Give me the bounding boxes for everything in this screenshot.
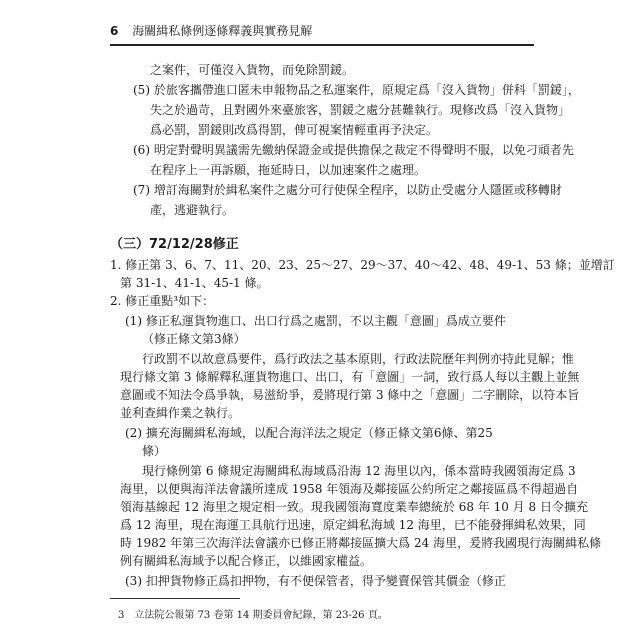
text-line: (7) 增訂海關對於緝私案件之處分可行使保全程序，以防止受處分人隱匿或移轉財 <box>133 183 562 197</box>
text-line: 1. 修正第 3、6、7、11、20、23、25〜27、29〜37、40〜42、48、49-1、53 條；並增訂 <box>110 258 615 272</box>
running-header <box>110 22 312 39</box>
text-line: 時 1982 年第三次海洋法會議亦已修正將鄰接區擴大爲 24 海里，爰將我國現行海關緝私條 <box>120 536 602 550</box>
text-line: 產，逃避執行。 <box>150 203 235 217</box>
text-line: 2. 修正重點³如下： <box>110 294 215 308</box>
text-line: 現行條例第 6 條規定海關緝私海域爲沿海 12 海里以內，係本當時我國領海定爲 3 <box>142 464 576 478</box>
text-line: 之案件，可僅沒入貨物，而免除罰鍰。 <box>150 63 355 77</box>
text-line: 現行條文第 3 條解釋私運貨物進口、出口，有「意圖」一詞，致行爲人每以主觀上並無 <box>120 370 580 384</box>
text-line: 爲 12 海里，現在海運工具航行迅速，原定緝私海域 12 海里，已不能發揮緝私效果，同 <box>120 518 586 532</box>
subheading-line: （修正條文第3條） <box>142 332 246 346</box>
text-line: 例有關緝私海域予以配合修正，以維國家權益。 <box>120 554 373 568</box>
text-line: 在程序上一再訴願，拖延時日，以加速案件之處理。 <box>150 163 427 177</box>
text-line: 並利查緝作業之執行。 <box>120 406 241 420</box>
section-heading: （三）72/12/28修正 <box>110 237 239 252</box>
text-line: 行政罰不以故意爲要件，爲行政法之基本原則，行政法院歷年判例亦持此見解；惟 <box>142 352 575 366</box>
subheading-line: (1) 修正私運貨物進口、出口行爲之處罰，不以主觀「意圖」爲成立要件 <box>125 314 506 328</box>
subheading-line: 條） <box>142 444 167 458</box>
footnote: 3 立法院公報第 73 卷第 14 期委員會紀錄，第 23-26 頁。 <box>118 610 388 621</box>
page-number: 6 <box>110 24 119 38</box>
text-line: 領海基線起 12 海里之規定相一致。現我國領海寬度業奉總統於 68 年 10 月 8 日令擴充 <box>120 500 588 514</box>
text-line: 第 31-1、41-1、45-1 條。 <box>120 276 269 290</box>
subheading-line: (3) 扣押貨物修正爲扣押物，有不便保管者，得予變賣保管其價金（修正 <box>125 574 506 588</box>
book-title: 海關緝私條例逐條釋義與實務見解 <box>132 24 313 38</box>
text-line: (6) 明定對聲明異議需先繳納保證金或提供擔保之裁定不得聲明不服，以免刁頑者先 <box>133 143 574 157</box>
subheading-line: (2) 擴充海關緝私海域，以配合海洋法之規定（修正條文第6條、第25 <box>125 426 493 440</box>
footnote-rule <box>110 598 240 599</box>
text-line: (5) 於旅客攜帶進口匿未申報物品之私運案件，原規定爲「沒入貨物」併科「罰鍰」， <box>133 83 580 97</box>
text-line: 海里，以便與海洋法會議所達成 1958 年領海及鄰接區公約所定之鄰接區爲不得超過自 <box>120 482 579 496</box>
text-line: 意圖或不知法令爲爭執，易滋紛爭，爰將現行第 3 條中之「意圖」二字刪除，以符本旨 <box>120 388 580 402</box>
text-line: 失之於過苛，且對國外來臺旅客，罰鍰之處分甚難執行。現修改爲「沒入貨物」 <box>150 103 571 117</box>
header-rule <box>110 44 534 46</box>
text-line: 爲必罰，罰鍰則改爲得罰，俾可視案情輕重再予決定。 <box>150 123 439 137</box>
